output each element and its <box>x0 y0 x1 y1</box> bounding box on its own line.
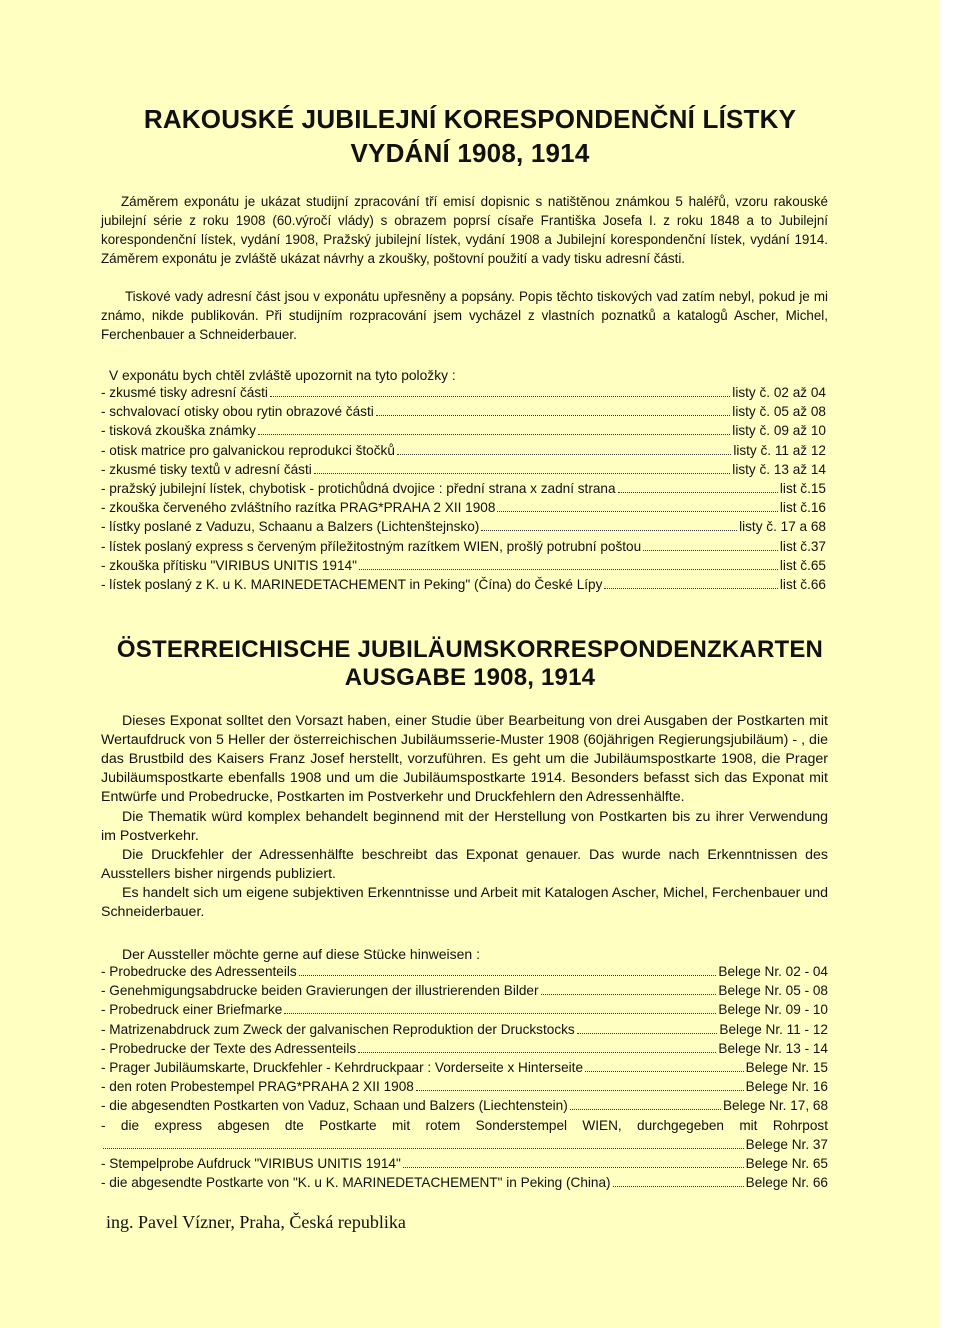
item-text: - lístek poslaný express s červeným příležitostným razítkem WIEN, prošlý potrubní poštou <box>101 538 642 554</box>
german-title-line1: ÖSTERREICHISCHE JUBILÄUMSKORRESPONDENZKARTEN <box>116 636 824 663</box>
item-text: - Probedruck einer Briefmarke <box>101 1002 283 1018</box>
leader-dots <box>604 587 777 589</box>
item-text: - Prager Jubiläumskarte, Druckfehler - Kehrdruckpaar : Vorderseite x Hinterseite <box>101 1059 584 1075</box>
list-item <box>101 385 826 404</box>
item-text: - Probedrucke der Texte des Adressenteils <box>101 1040 357 1056</box>
item-ref: list č.16 <box>779 500 826 516</box>
german-title-line2: AUSGABE 1908, 1914 <box>344 664 596 691</box>
item-text: - lístky poslané z Vaduzu, Schaanu a Balzers (Lichtenštejnsko) <box>101 519 480 535</box>
item-ref: Belege Nr. 09 - 10 <box>718 1002 828 1018</box>
item-ref: Belege Nr. 66 <box>745 1175 828 1191</box>
item-text: - Matrizenabdruck zum Zweck der galvanischen Reproduktion der Druckstocks <box>101 1021 575 1037</box>
leader-dots <box>314 472 731 474</box>
list-item <box>101 558 826 577</box>
list-item <box>101 577 826 596</box>
leader-dots <box>643 549 778 551</box>
list-item <box>101 964 828 983</box>
item-ref: list č.66 <box>779 576 826 592</box>
german-second-paragraph: Die Thematik würd komplex behandelt beginnend mit der Herstellung von Postkarten bis zu ihrer Verwendung im Postverkehr. <box>101 809 828 844</box>
list-item <box>101 539 826 558</box>
item-text: - pražský jubilejní lístek, chybotisk - protichůdná dvojice : přední strana x zadní strana <box>101 480 616 496</box>
leader-dots <box>284 1012 716 1014</box>
item-text: - Genehmigungsabdrucke beiden Gravierungen der illustrierenden Bilder <box>101 983 539 999</box>
item-ref: Belege Nr. 15 <box>745 1059 828 1075</box>
item-text: - otisk matrice pro galvanickou reprodukci štočků <box>101 442 395 458</box>
list-item <box>101 500 826 519</box>
list-item <box>101 1041 828 1060</box>
list-item <box>101 1175 828 1194</box>
list-item <box>101 443 826 462</box>
leader-dots <box>541 993 717 995</box>
german-third-paragraph: Die Druckfehler der Adressenhälfte beschreibt das Exponat genauer. Das wurde nach Erkenntnissen des Ausstellers bisher nirgends publiziert. <box>101 847 828 882</box>
czech-second-paragraph: Tiskové vady adresní část jsou v exponátu upřesněny a popsány. Popis těchto tiskových vad zatím nebyl, pokud je mi známo, nikde publikován. Při studijním rozpracování jsem vycházel z vlastních poznatků a katalogů Ascher, Michel, Ferchenbauer a Schneiderbauer. <box>101 289 828 342</box>
item-text: - die abgesendten Postkarten von Vaduz, Schaan und Balzers (Liechtenstein) <box>101 1098 568 1114</box>
list-item <box>101 481 826 500</box>
czech-item-list <box>101 385 826 596</box>
list-item <box>101 983 828 1002</box>
german-intro-paragraph: Dieses Exponat solltet den Vorsazt haben, einer Studie über Bearbeitung von drei Ausgaben der Postkarten mit Wertaufdruck von 5 Heller der österreichischen Jubiläumsserie-Muster 1908 (60jährigen Regierungsjubiläum) - , die das Brustbild des Kaisers Franz Josef herstellt, vorzuführen. Es geht um die Jubiläumspostkarte 1908, die Prager Jubiläumspostkarte ebenfalls 1908 und um die Jubiläumspostkarte 1914. Besonders befasst sich das Exponat mit Entwürfe und Probedrucke, Postkarten im Postverkehr und Druckfehlern den Adressenhälfte. <box>101 713 828 805</box>
item-text: - zkusmé tisky adresní části <box>101 385 268 400</box>
leader-dots <box>497 510 777 512</box>
list-item <box>101 1060 828 1079</box>
leader-dots <box>416 1089 744 1091</box>
item-ref: Belege Nr. 65 <box>745 1155 828 1171</box>
leader-dots <box>618 491 778 493</box>
leader-dots <box>397 453 731 455</box>
item-text: - den roten Probestempel PRAG*PRAHA 2 XII 1908 <box>101 1079 414 1095</box>
item-text: - Probedrucke des Adressenteils <box>101 964 297 979</box>
item-ref: Belege Nr. 17, 68 <box>722 1098 828 1114</box>
item-text: - schvalovací otisky obou rytin obrazové části <box>101 404 374 420</box>
list-item <box>101 423 826 442</box>
item-ref: Belege Nr. 11 - 12 <box>719 1021 828 1037</box>
list-item <box>101 1079 828 1098</box>
item-ref: list č.15 <box>779 480 826 496</box>
item-ref: Belege Nr. 37 <box>745 1136 828 1152</box>
german-fourth-paragraph: Es handelt sich um eigene subjektiven Erkenntnisse und Arbeit mit Katalogen Ascher, Michel, Ferchenbauer und Schneiderbauer. <box>101 885 828 920</box>
item-ref-line <box>101 1137 828 1156</box>
leader-dots <box>358 1051 716 1053</box>
item-ref: listy č. 11 až 12 <box>733 442 826 458</box>
leader-dots <box>359 568 778 570</box>
list-item <box>101 1002 828 1021</box>
item-text: - zkouška přítisku "VIRIBUS UNITIS 1914" <box>101 557 357 573</box>
czech-title-line1: RAKOUSKÉ JUBILEJNÍ KORESPONDENČNÍ LÍSTKY <box>143 104 797 134</box>
item-text: - die abgesendte Postkarte von "K. u K. MARINEDETACHEMENT" in Peking (China) <box>101 1175 611 1191</box>
author-signature-line: ing. Pavel Vízner, Praha, Česká republika <box>106 1212 406 1232</box>
leader-dots <box>585 1070 744 1072</box>
item-ref: listy č. 02 až 04 <box>732 385 826 400</box>
leader-dots <box>481 529 737 531</box>
item-ref: list č.65 <box>779 557 826 573</box>
item-ref: Belege Nr. 05 - 08 <box>718 983 828 999</box>
leader-dots <box>577 1032 718 1034</box>
item-ref: list č.37 <box>779 538 826 554</box>
item-text: - die express abgesen dte Postkarte mit rotem Sonderstempel WIEN, durchgegeben mit Rohrpost <box>101 1117 828 1133</box>
list-item <box>101 404 826 423</box>
czech-title-line2: VYDÁNÍ 1908, 1914 <box>350 138 590 168</box>
item-text: - tisková zkouška známky <box>101 423 256 439</box>
item-ref: Belege Nr. 02 - 04 <box>718 964 828 979</box>
item-text: - lístek poslaný z K. u K. MARINEDETACHEMENT in Peking" (Čína) do České Lípy <box>101 576 603 592</box>
item-text: - zkouška červeného zvláštního razítka PRAG*PRAHA 2 XII 1908 <box>101 500 496 516</box>
leader-dots <box>103 1147 744 1149</box>
leader-dots <box>270 395 730 397</box>
item-text: - zkusmé tisky textů v adresní části <box>101 461 312 477</box>
leader-dots <box>403 1166 744 1168</box>
czech-intro-paragraph: Záměrem exponátu je ukázat studijní zpracování tří emisí dopisnic s natištěnou známkou 5 haléřů, vzoru rakouské jubilejní série z roku 1908 (60.výročí vlády) s obrazem poprsí císaře Františka Josefa I. z roku 1848 a to Jubilejní korespondenční lístek, vydání 1908, Pražský jubilejní lístek, vydání 1908 a Jubilejní korespondenční lístek, vydání 1914. Záměrem exponátu je zvláště ukázat návrhy a zkoušky, poštovní použití a vady tisku adresní části. <box>101 194 828 266</box>
item-ref: listy č. 17 a 68 <box>739 519 826 535</box>
item-ref: listy č. 05 až 08 <box>732 404 826 420</box>
item-ref: Belege Nr. 16 <box>745 1079 828 1095</box>
leader-dots <box>376 414 731 416</box>
leader-dots <box>570 1108 721 1110</box>
list-item <box>101 519 826 538</box>
leader-dots <box>258 433 730 435</box>
item-ref: listy č. 09 až 10 <box>732 423 826 439</box>
item-text: - Stempelprobe Aufdruck "VIRIBUS UNITIS 1914" <box>101 1155 401 1171</box>
list-item <box>101 1098 828 1117</box>
leader-dots <box>613 1185 744 1187</box>
list-item <box>101 1118 828 1156</box>
czech-list-intro: V exponátu bych chtěl zvláště upozornit na tyto položky : <box>109 368 456 383</box>
german-list-intro: Der Aussteller möchte gerne auf diese Stücke hinweisen : <box>122 946 480 962</box>
list-item <box>101 462 826 481</box>
list-item <box>101 1156 828 1175</box>
german-item-list <box>101 964 828 1194</box>
leader-dots <box>299 974 717 976</box>
item-ref: listy č. 13 až 14 <box>732 461 826 477</box>
list-item <box>101 1022 828 1041</box>
item-ref: Belege Nr. 13 - 14 <box>718 1040 828 1056</box>
